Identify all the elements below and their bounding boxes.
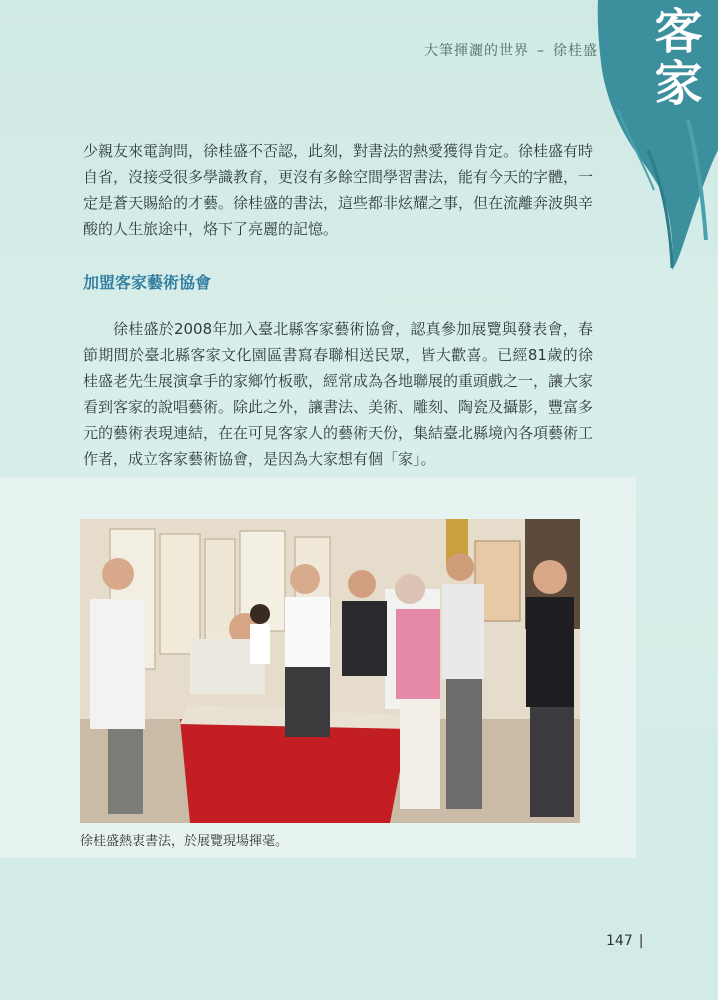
header-person: 徐桂盛 (553, 43, 598, 59)
section-title: 加盟客家藝術協會 (83, 273, 212, 292)
photo-caption: 徐桂盛熱衷書法，於展覽現場揮毫。 (80, 834, 289, 849)
page-number (606, 933, 643, 949)
page-number-bar: | (638, 933, 644, 949)
header-series: 大筆揮灑的世界 (424, 43, 529, 59)
brush-title: 客家 (646, 6, 702, 110)
running-header (424, 40, 598, 60)
paragraph-1: 少親友來電詢問，徐桂盛不否認，此刻，對書法的熱愛獲得肯定。徐桂盛有時自省，沒接受很多學識教育，更沒有多餘空間學習書法，能有今天的字體，一定是蒼天賜給的才藝。徐桂盛的書法，這些都非炫耀之事，但在流離奔波與辛酸的人生旅途中，烙下了亮麗的記憶。 (83, 142, 594, 238)
event-photo (80, 519, 580, 823)
paragraph-2: 徐桂盛於2008年加入臺北縣客家藝術協會，認真參加展覽與發表會，春節期間於臺北縣客家文化園區書寫春聯相送民眾，皆大歡喜。已經81歲的徐桂盛老先生展演拿手的家鄉竹板歌，經常成為各地聯展的重頭戲之一，讓大家看到客家的說唱藝術。除此之外，讓書法、美術、雕刻、陶瓷及攝影，豐富多元的藝術表現連結，在在可見客家人的藝術天份，集結臺北縣境內各項藝術工作者，成立客家藝術協會，是因為大家想有個「家」。 (83, 320, 594, 468)
header-separator: – (537, 43, 545, 59)
page-number-value: 147 (606, 933, 633, 949)
